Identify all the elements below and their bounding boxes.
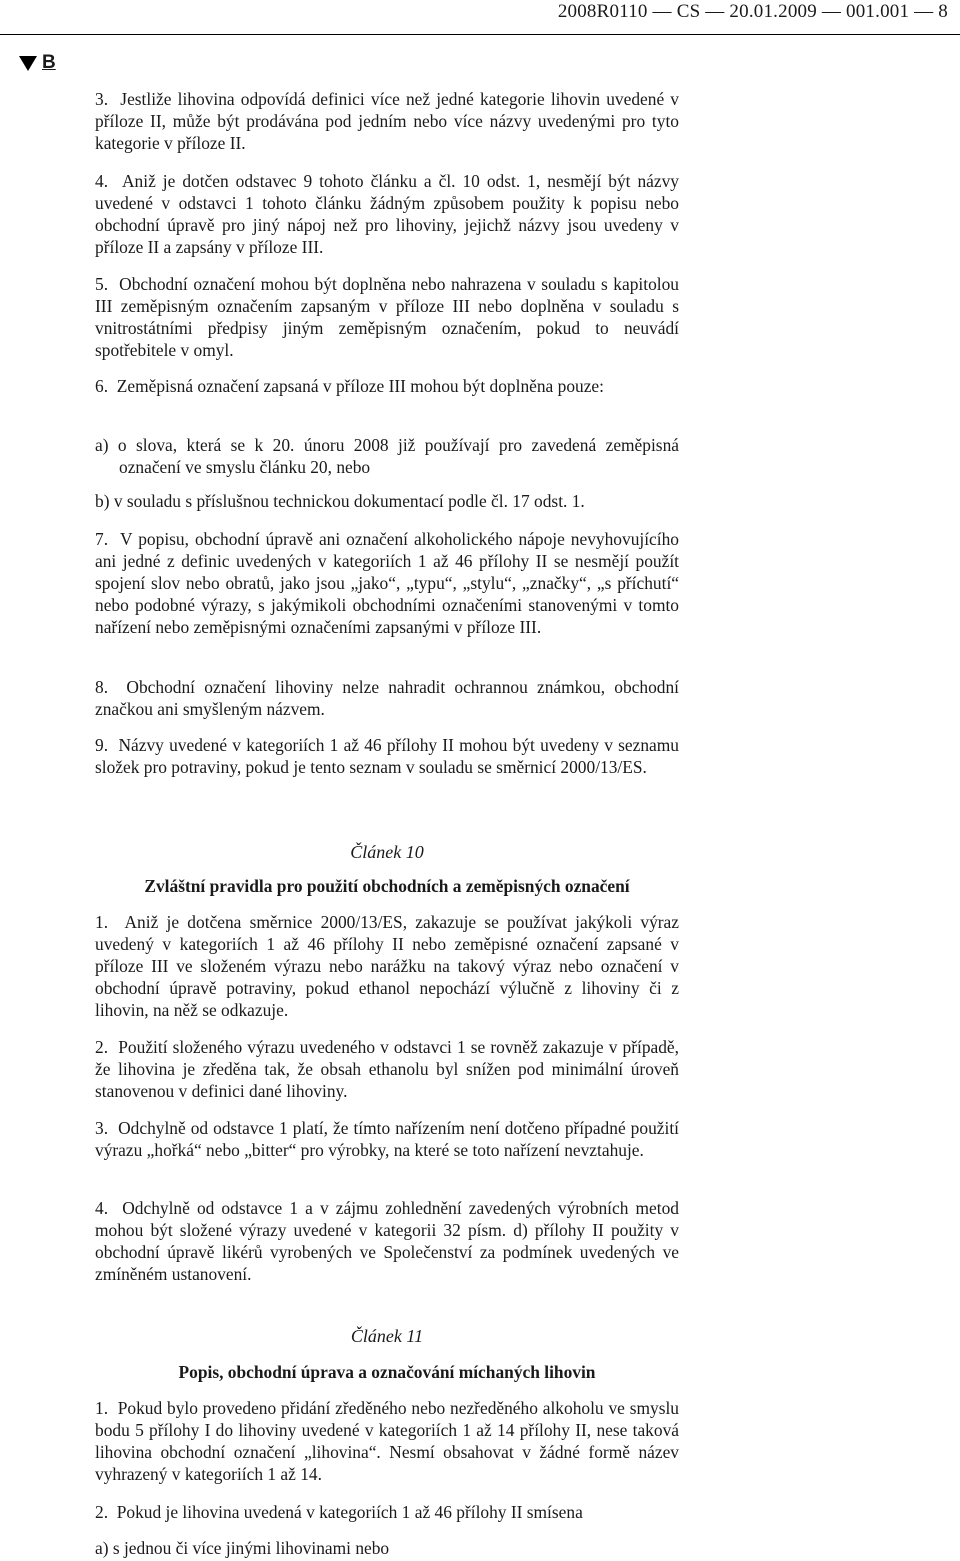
triangle-down-icon	[19, 56, 37, 71]
article-11-title: Článek 11	[350, 1326, 424, 1346]
paragraph-4: 4. Aniž je dotčen odstavec 9 tohoto článku a čl. 10 odst. 1, nesmějí být názvy uvedené v odstavci 1 tohoto článku žádným způsobem použity k popisu nebo obchodní úpravě pro jiný nápoj než pro lihoviny, jejichž názvy jsou uvedeny v příloze II a zapsány v příloze III.	[95, 171, 679, 257]
article-10-paragraph-4: 4. Odchylně od odstavce 1 a v zájmu zohlednění zavedených výrobních metod mohou být složené výrazy uvedené v kategorii 32 písm. d) přílohy II použity v obchodní úpravě likérů vyrobených ve Společenství za podmínek uvedených ve zmíněném ustanovení.	[95, 1198, 679, 1284]
paragraph-5: 5. Obchodní označení mohou být doplněna nebo nahrazena v souladu s kapitolou III zeměpisným označením zapsaným v příloze III nebo doplněna v souladu s vnitrostátními předpisy jiným zeměpisným označením, pokud to neuvádí spotřebitele v omyl.	[95, 274, 679, 360]
article-11-heading: Popis, obchodní úprava a označování míchaných lihovin	[178, 1362, 596, 1382]
article-11-paragraph-2: 2. Pokud je lihovina uvedená v kategoriích 1 až 46 přílohy II smísena	[95, 1502, 583, 1522]
document-reference: 2008R0110 — CS — 20.01.2009 — 001.001 — 8	[557, 1, 948, 22]
paragraph-7: 7. V popisu, obchodní úpravě ani označení alkoholického nápoje nevyhovujícího ani jedné z definic uvedených v kategoriích 1 až 46 přílohy II se nesmějí použít spojení slov nebo obratů, jako jsou „jako“, „typu“, „stylu“, „značky“, „s příchutí“ nebo podobné výrazy, s jakýmikoli obchodními označeními stanovenými v tomto nařízení nebo zeměpisnými označeními zapsanými v příloze III.	[95, 529, 679, 637]
paragraph-8: 8. Obchodní označení lihoviny nelze nahradit ochrannou známkou, obchodní značkou ani smyšleným názvem.	[95, 677, 679, 719]
amendment-marker	[19, 52, 56, 74]
paragraph-3: 3. Jestliže lihovina odpovídá definici více než jedné kategorie lihovin uvedené v příloze II, může být prodávána pod jedním nebo více názvy uvedenými pro tyto kategorie v příloze II.	[95, 89, 679, 153]
page-header	[0, 0, 960, 35]
article-10-title: Článek 10	[350, 842, 424, 862]
article-11-paragraph-1: 1. Pokud bylo provedeno přidání zředěného nebo nezředěného alkoholu ve smyslu bodu 5 přílohy I do lihoviny uvedené v kategoriích 1 až 14 přílohy II, nese taková lihovina obchodní označení „lihovina“. Nesmí obsahovat v žádné formě název vyhrazený v kategoriích 1 až 14.	[95, 1398, 679, 1484]
article-10-paragraph-1: 1. Aniž je dotčena směrnice 2000/13/ES, zakazuje se používat jakýkoli výraz uvedený v kategoriích 1 až 46 přílohy II nebo zeměpisné označení zapsané v příloze III ve složeném výrazu nebo narážku na takový výraz nebo označení v obchodní úpravě potraviny, pokud ethanol nepochází výlučně z lihoviny či z lihovin, na něž se odkazuje.	[95, 912, 679, 1020]
point-a: a) o slova, která se k 20. únoru 2008 již používají pro zavedená zeměpisná označení ve smyslu článku 20, nebo	[95, 435, 679, 477]
article-11-point-a: a) s jednou či více jinými lihovinami nebo	[95, 1538, 390, 1558]
point-b: b) v souladu s příslušnou technickou dokumentací podle čl. 17 odst. 1.	[95, 491, 585, 511]
article-10-heading: Zvláštní pravidla pro použití obchodních a zeměpisných označení	[144, 876, 630, 896]
paragraph-6: 6. Zeměpisná označení zapsaná v příloze III mohou být doplněna pouze:	[95, 376, 604, 396]
article-10-paragraph-3: 3. Odchylně od odstavce 1 platí, že tímto nařízením není dotčeno případné použití výrazu „hořká“ nebo „bitter“ pro výrobky, na které se toto nařízení nevztahuje.	[95, 1118, 679, 1160]
marker-label: B	[42, 52, 56, 73]
article-10-paragraph-2: 2. Použití složeného výrazu uvedeného v odstavci 1 se rovněž zakazuje v případě, že lihovina je zředěna tak, že obsah ethanolu byl snížen pod minimální úroveň stanovenou v definici dané lihoviny.	[95, 1037, 679, 1101]
paragraph-9: 9. Názvy uvedené v kategoriích 1 až 46 přílohy II mohou být uvedeny v seznamu složek pro potraviny, pokud je tento seznam v souladu se směrnicí 2000/13/ES.	[95, 735, 679, 777]
